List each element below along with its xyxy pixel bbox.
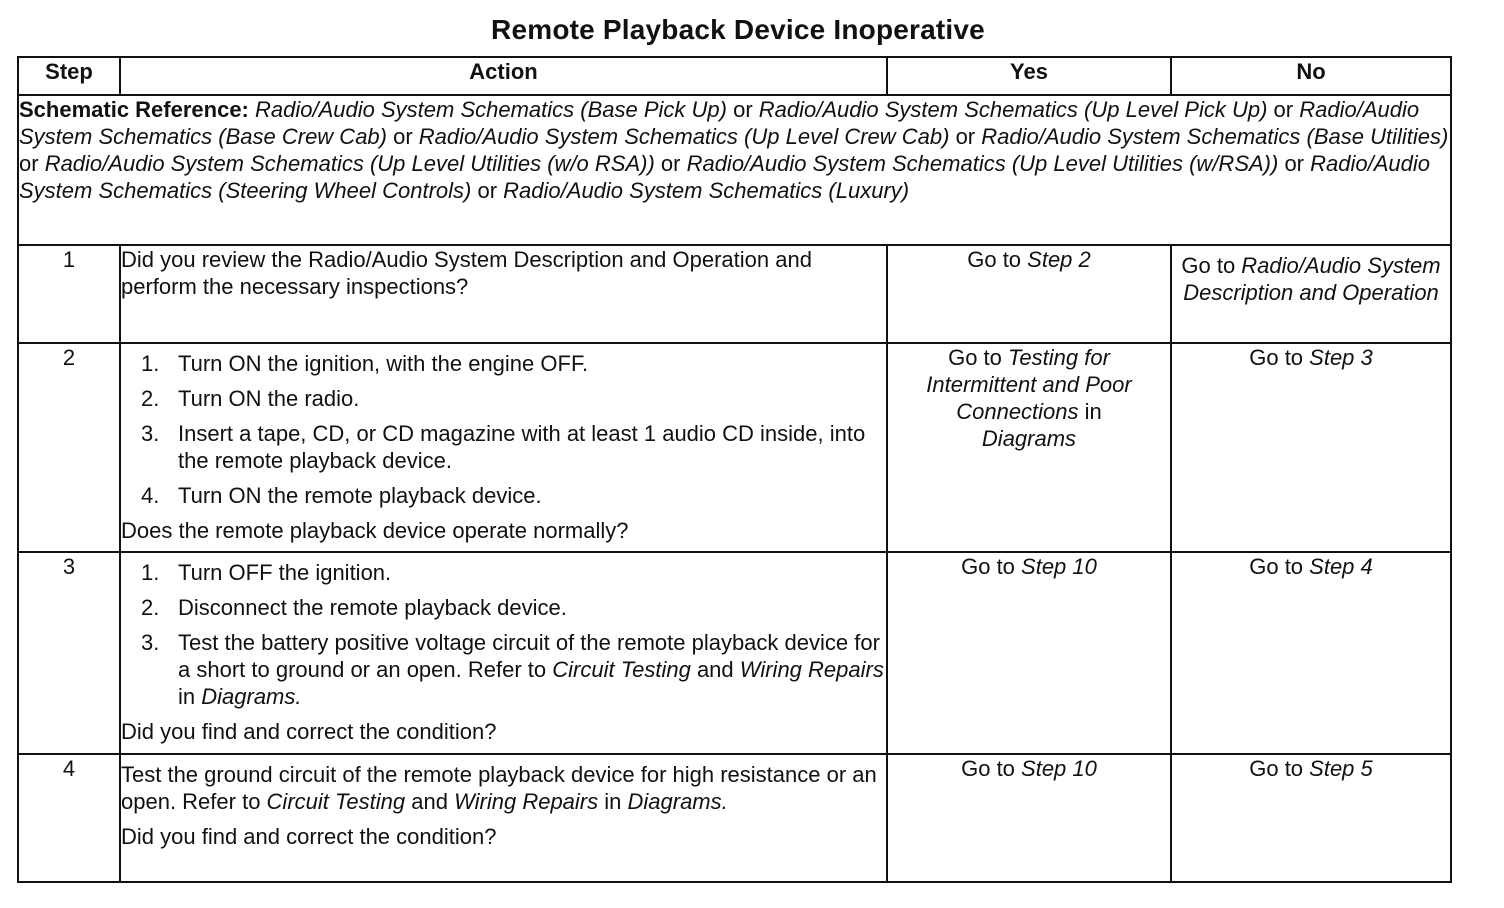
header-step: Step [18, 57, 120, 95]
substep [121, 559, 886, 586]
goto-link[interactable]: Step 3 [1309, 345, 1373, 370]
schematic-link[interactable]: Radio/Audio System Schematics (Up Level Crew Cab) [418, 124, 950, 149]
diagnostic-table [17, 56, 1452, 883]
yes-result [887, 343, 1171, 552]
substep-number: 1. [141, 560, 160, 585]
step-action [120, 754, 887, 882]
step-number: 4 [18, 754, 120, 882]
step-row-2 [18, 343, 1451, 552]
step-action [120, 343, 887, 552]
substep [121, 482, 886, 509]
goto-link[interactable]: Diagrams [981, 426, 1077, 451]
step-number: 3 [18, 552, 120, 754]
schematic-reference-label: Schematic Reference: [19, 97, 249, 122]
no-result [1171, 552, 1451, 754]
header-row [18, 57, 1451, 95]
result-prefix: Go to [1249, 345, 1310, 370]
substep-text: Turn ON the radio. [178, 386, 360, 411]
schematic-separator: or [19, 151, 45, 176]
step-question: Did you find and correct the condition? [121, 719, 497, 744]
step-question: Did you find and correct the condition? [121, 824, 497, 849]
step-row-1 [18, 245, 1451, 343]
yes-result [887, 754, 1171, 882]
schematic-link[interactable]: Radio/Audio System Schematics (Luxury) [503, 178, 910, 203]
schematic-link[interactable]: Radio/Audio System Schematics (Base Pick Up) [255, 97, 727, 122]
schematic-separator: or [654, 151, 687, 176]
schematic-reference-row [18, 95, 1451, 245]
substep-text: Disconnect the remote playback device. [178, 595, 567, 620]
reference-link[interactable]: Circuit Testing [266, 789, 406, 814]
schematic-link[interactable]: Radio/Audio System Schematics (Base Utilities) [981, 124, 1449, 149]
step-action [120, 552, 887, 754]
goto-link[interactable]: Step 10 [1021, 756, 1097, 781]
substep [121, 420, 886, 474]
schematic-link[interactable]: Radio/Audio System Schematics (Up Level Utilities (w/o RSA)) [44, 151, 655, 176]
result-prefix: Go to [1249, 554, 1310, 579]
result-prefix: Go to [961, 756, 1022, 781]
goto-link[interactable]: Step 5 [1309, 756, 1373, 781]
substep [121, 594, 886, 621]
reference-link[interactable]: Wiring Repairs [739, 657, 884, 682]
schematic-separator: or [1278, 151, 1311, 176]
substep [121, 385, 886, 412]
step-action [120, 245, 887, 343]
schematic-separator: or [949, 124, 982, 149]
substep-text: Turn ON the remote playback device. [178, 483, 542, 508]
yes-result [887, 245, 1171, 343]
yes-result [887, 552, 1171, 754]
substep-number: 4. [141, 483, 160, 508]
no-result [1171, 343, 1451, 552]
schematic-separator: or [726, 97, 759, 122]
page-title: Remote Playback Device Inoperative [491, 14, 985, 45]
no-result [1171, 754, 1451, 882]
schematic-link[interactable]: Radio/Audio System Schematics (Base Crew Cab) [19, 97, 1420, 149]
substep-number: 2. [141, 595, 160, 620]
step-row-4 [18, 754, 1451, 882]
step-number: 1 [18, 245, 120, 343]
action-text-part: and [405, 789, 455, 814]
result-prefix: Go to [967, 247, 1028, 272]
substep-text: Turn ON the ignition, with the engine OFF. [178, 351, 589, 376]
reference-link[interactable]: Diagrams. [201, 684, 302, 709]
result-prefix: Go to [948, 345, 1008, 370]
substep-text: Insert a tape, CD, or CD magazine with at least 1 audio CD inside, into the remote playback device. [178, 421, 866, 473]
substep-text: Test the battery positive voltage circuit of the remote playback device for a short to ground or an open. Refer to [178, 630, 880, 682]
reference-link[interactable]: Wiring Repairs [454, 789, 599, 814]
goto-link[interactable]: Step 2 [1027, 247, 1091, 272]
goto-link[interactable]: Radio/Audio System Description and Operation [1183, 253, 1441, 305]
substep-list [121, 350, 886, 509]
result-prefix: Go to [961, 554, 1022, 579]
no-result [1171, 245, 1451, 343]
action-text [121, 761, 886, 815]
substep-number: 3. [141, 630, 160, 655]
schematic-reference [18, 95, 1451, 245]
substep-text: and [690, 657, 740, 682]
substep-list [121, 559, 886, 710]
schematic-separator: or [471, 178, 504, 203]
substep-text: Turn OFF the ignition. [178, 560, 392, 585]
step-number: 2 [18, 343, 120, 552]
result-prefix: Go to [1249, 756, 1310, 781]
step-question: Does the remote playback device operate normally? [121, 518, 629, 543]
header-action: Action [120, 57, 887, 95]
substep-number: 2. [141, 386, 160, 411]
action-text: Did you review the Radio/Audio System Description and Operation and perform the necessary inspections? [121, 247, 812, 299]
schematic-separator: or [387, 124, 419, 149]
reference-link[interactable]: Circuit Testing [552, 657, 691, 682]
result-prefix: Go to [1181, 253, 1242, 278]
goto-link[interactable]: Step 4 [1309, 554, 1373, 579]
action-text-part: in [598, 789, 628, 814]
substep-number: 1. [141, 351, 160, 376]
substep [121, 350, 886, 377]
schematic-separator: or [1267, 97, 1300, 122]
goto-link[interactable]: Step 10 [1021, 554, 1097, 579]
schematic-link[interactable]: Radio/Audio System Schematics (Up Level Utilities (w/RSA)) [686, 151, 1279, 176]
result-mid: in [1078, 399, 1102, 424]
substep-number: 3. [141, 421, 160, 446]
reference-link[interactable]: Diagrams. [627, 789, 728, 814]
substep [121, 629, 886, 710]
header-yes: Yes [887, 57, 1171, 95]
step-row-3 [18, 552, 1451, 754]
goto-link[interactable]: Testing for Intermittent and Poor Connections [926, 345, 1132, 424]
schematic-link[interactable]: Radio/Audio System Schematics (Up Level Pick Up) [758, 97, 1268, 122]
header-no: No [1171, 57, 1451, 95]
action-text-part: Test the ground circuit of the remote playback device for high resistance or an open. Refer to [121, 762, 877, 814]
schematic-link[interactable]: Radio/Audio System Schematics (Steering Wheel Controls) [19, 151, 1430, 203]
substep-text: in [178, 684, 202, 709]
